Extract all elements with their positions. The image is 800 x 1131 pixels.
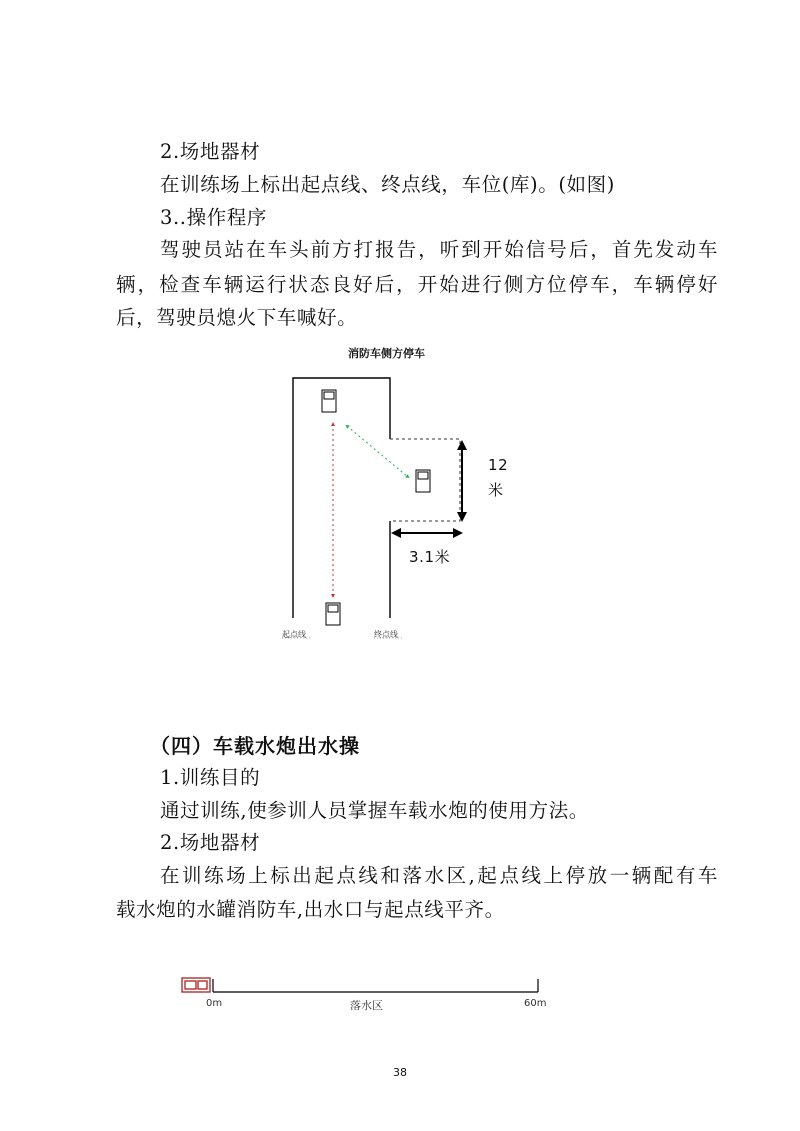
section-3-line-1: 驾驶员站在车头前方打报告，听到开始信号后，首先发动车 <box>160 238 718 261</box>
lane-left-wall <box>293 378 390 618</box>
vehicle-icon-bottom <box>326 603 340 625</box>
figure-1-title: 消防车侧方停车 <box>348 347 425 360</box>
vehicle-icon-bay <box>416 470 430 492</box>
width-label: 3.1米 <box>409 548 451 566</box>
section-3-line-3: 后，驾驶员熄火下车喊好。 <box>116 306 358 329</box>
part4-section-2-title: 2.场地器材 <box>160 831 261 854</box>
start-line-label: 起点线 <box>282 630 306 639</box>
landing-zone-label: 落水区 <box>350 999 383 1012</box>
section-2-body: 在训练场上标出起点线、终点线，车位(库)。(如图) <box>160 173 615 196</box>
part4-section-1-body: 通过训练,使参训人员掌握车载水炮的使用方法。 <box>160 799 589 822</box>
section-4-heading: （四）车载水炮出水操 <box>150 734 360 758</box>
reverse-path-arrow <box>347 426 408 477</box>
part4-section-2-line-1: 在训练场上标出起点线和落水区,起点线上停放一辆配有车 <box>160 864 718 887</box>
length-unit-label: 米 <box>488 481 504 499</box>
section-3-title: 3..操作程序 <box>160 206 268 229</box>
section-2-title: 2.场地器材 <box>160 140 261 163</box>
end-line-label: 终点线 <box>374 630 398 639</box>
page-number: 38 <box>393 1066 407 1079</box>
section-3-line-2: 辆，检查车辆运行状态良好后，开始进行侧方位停车，车辆停好 <box>116 273 718 296</box>
part4-section-2-line-2: 载水炮的水罐消防车,出水口与起点线平齐。 <box>116 898 505 921</box>
part4-section-1-title: 1.训练目的 <box>160 766 261 789</box>
parking-bay-outline <box>390 439 460 521</box>
fire-truck-icon <box>182 978 210 992</box>
vehicle-icon-top <box>322 390 336 412</box>
range-start-label: 0m <box>206 998 223 1009</box>
range-end-label: 60m <box>524 998 547 1009</box>
length-value-label: 12 <box>488 456 509 474</box>
